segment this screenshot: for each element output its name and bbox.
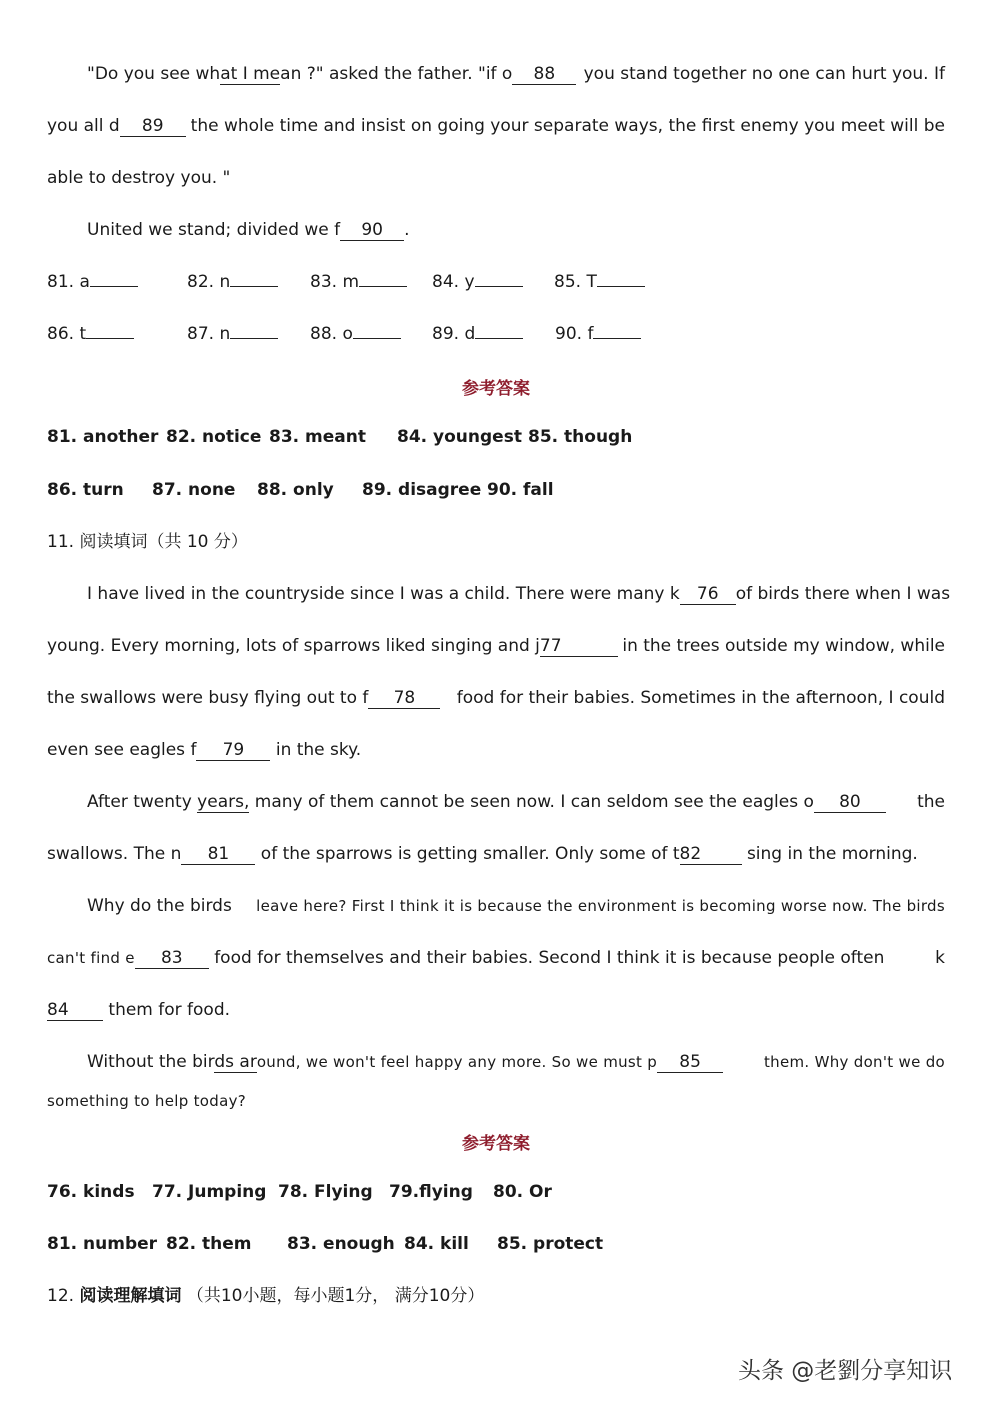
answer-item: 76. kinds: [47, 1182, 135, 1202]
paragraph-line: swallows. The n 81 of the sparrows is getting smaller. Only some of t82 sing in the morning.: [47, 844, 918, 864]
answer-item: 87. none: [152, 480, 236, 500]
blank-81[interactable]: 81: [181, 844, 255, 865]
paragraph-line: 84 them for food.: [47, 1000, 231, 1020]
paragraph-line: Without the birds around, we won't feel happy any more. So we must p 85 them. Why don't we do: [87, 1052, 945, 1072]
blank-88[interactable]: 88: [512, 64, 576, 85]
list-item[interactable]: 81. a: [47, 270, 138, 294]
blank-76[interactable]: 76: [680, 584, 736, 605]
answer-item: 78. Flying: [278, 1182, 373, 1202]
list-item[interactable]: 86. t: [47, 322, 134, 346]
paragraph-line: I have lived in the countryside since I was a child. There were many k 76 of birds there when I was: [87, 584, 951, 604]
list-item[interactable]: 90. f: [555, 322, 641, 346]
blank-82[interactable]: 82: [680, 844, 742, 865]
list-item[interactable]: 83. m: [310, 270, 407, 294]
paragraph-line: young. Every morning, lots of sparrows liked singing and j77 in the trees outside my window, while: [47, 636, 945, 656]
answer-item: 77. Jumping: [152, 1182, 267, 1202]
paragraph-line: "Do you see what I mean ?" asked the father. "if o 88 you stand together no one can hurt you. If: [87, 64, 945, 84]
paragraph-line: the swallows were busy flying out to f 78 food for their babies. Sometimes in the afternoon, I could: [47, 688, 945, 708]
answer-item: 81. number: [47, 1234, 158, 1254]
paragraph-line: can't find e 83 food for themselves and their babies. Second I think it is because people often k: [47, 948, 945, 968]
blank-79[interactable]: 79: [196, 740, 270, 761]
paragraph-line: able to destroy you. ": [47, 168, 231, 188]
answer-item: 82. them: [166, 1234, 252, 1254]
answer-heading: 参考答案: [462, 1134, 530, 1154]
blank-89[interactable]: 89: [120, 116, 186, 137]
blank-83[interactable]: 83: [135, 948, 209, 969]
section-title: 12. 阅读理解填词 （共10小题，每小题1分， 满分10分）: [47, 1286, 485, 1306]
answer-item: 80. Or: [493, 1182, 552, 1202]
list-item[interactable]: 82. n: [187, 270, 278, 294]
blank-77[interactable]: 77: [540, 636, 618, 657]
list-item[interactable]: 89. d: [432, 322, 523, 346]
answer-item: 86. turn: [47, 480, 124, 500]
blank-85[interactable]: 85: [657, 1052, 723, 1073]
answer-item: 81. another: [47, 427, 159, 447]
blank-90[interactable]: 90: [340, 220, 404, 241]
answer-item: 85. though: [528, 427, 633, 447]
paragraph-line: United we stand; divided we f 90 .: [87, 220, 410, 240]
paragraph-line: something to help today?: [47, 1092, 247, 1110]
answer-item: 84. youngest: [397, 427, 522, 447]
answer-item: 89. disagree: [362, 480, 482, 500]
answer-item: 83. enough: [287, 1234, 395, 1254]
answer-item: 90. fall: [487, 480, 554, 500]
answer-item: 88. only: [257, 480, 334, 500]
list-item[interactable]: 88. o: [310, 322, 401, 346]
answer-item: 83. meant: [269, 427, 366, 447]
answer-item: 84. kill: [404, 1234, 469, 1254]
blank-84[interactable]: 84: [47, 1000, 103, 1021]
section-title: 11. 阅读填词（共 10 分）: [47, 532, 248, 552]
paragraph-line: you all d 89 the whole time and insist on going your separate ways, the first enemy you meet will be: [47, 116, 945, 136]
list-item[interactable]: 84. y: [432, 270, 523, 294]
watermark: 头条 @老劉分享知识: [738, 1358, 953, 1384]
answer-heading: 参考答案: [462, 379, 530, 399]
answer-item: 82. notice: [166, 427, 262, 447]
blank-80[interactable]: 80: [814, 792, 886, 813]
answer-item: 85. protect: [497, 1234, 604, 1254]
list-item[interactable]: 85. T: [554, 270, 645, 294]
paragraph-line: even see eagles f 79 in the sky.: [47, 740, 362, 760]
paragraph-line: Why do the birds leave here? First I think it is because the environment is becoming worse now. The birds: [87, 896, 945, 916]
paragraph-line: After twenty years, many of them cannot be seen now. I can seldom see the eagles o 80 the: [87, 792, 945, 812]
answer-item: 79.flying: [389, 1182, 473, 1202]
list-item[interactable]: 87. n: [187, 322, 278, 346]
blank-78[interactable]: 78: [368, 688, 440, 709]
